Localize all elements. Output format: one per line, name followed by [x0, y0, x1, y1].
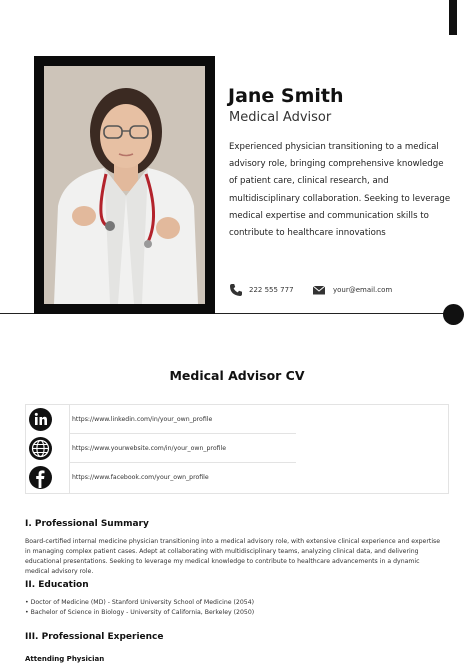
envelope-icon: [312, 283, 326, 297]
intro-summary: Experienced physician transitioning to a medical advisory role, bringing comprehensive knowledge of patient care, clinical research, and multidisciplinary collaboration. Seeking to leverage medical expertise and communication skills to contribute to healthcare innovations: [229, 142, 451, 239]
professional-summary-heading: I. Professional Summary: [25, 519, 149, 529]
top-accent-bar: [449, 0, 457, 35]
profile-photo: [44, 66, 205, 304]
contact-phone[interactable]: [229, 283, 294, 297]
contact-email[interactable]: [312, 283, 392, 297]
linkedin-icon[interactable]: [29, 408, 52, 431]
facebook-link[interactable]: https://www.facebook.com/your_own_profile: [72, 474, 209, 481]
cv-heading: Medical Advisor CV: [169, 368, 305, 383]
education-item: • Bachelor of Science in Biology - University of California, Berkeley (2050): [25, 609, 255, 616]
professional-experience-heading: III. Professional Experience: [25, 632, 164, 642]
globe-icon[interactable]: [29, 437, 52, 460]
professional-summary-text: Board-certified internal medicine physician transitioning into a medical advisory role, with extensive clinical experience and expertise in managing complex patient cases. Adept at collaborating with multidisciplinary teams, analyzing clinical data, and delivering educational presentations. Seeking to leverage my medical knowledge to contribute to healthcare advancements in a dynamic medical advisory role.: [25, 538, 441, 575]
education-heading: II. Education: [25, 580, 89, 590]
social-icon-column: [26, 405, 70, 493]
phone-number: 222 555 777: [249, 286, 294, 294]
divider-dot: [443, 304, 464, 325]
profile-photo-illustration: [44, 66, 205, 304]
linkedin-link[interactable]: https://www.linkedin.com/in/your_own_profile: [70, 405, 296, 434]
candidate-name: Jane Smith: [228, 85, 344, 107]
job-title: Attending Physician: [25, 655, 105, 663]
candidate-title: Medical Advisor: [229, 110, 332, 125]
phone-icon: [229, 283, 243, 297]
email-address: your@email.com: [333, 286, 393, 294]
website-link[interactable]: https://www.yourwebsite.com/in/your_own_profile: [70, 434, 296, 463]
social-links-table: [25, 404, 449, 494]
education-item: • Doctor of Medicine (MD) - Stanford University School of Medicine (2054): [25, 599, 255, 606]
facebook-icon[interactable]: [29, 466, 52, 489]
profile-photo-frame: [34, 56, 215, 314]
